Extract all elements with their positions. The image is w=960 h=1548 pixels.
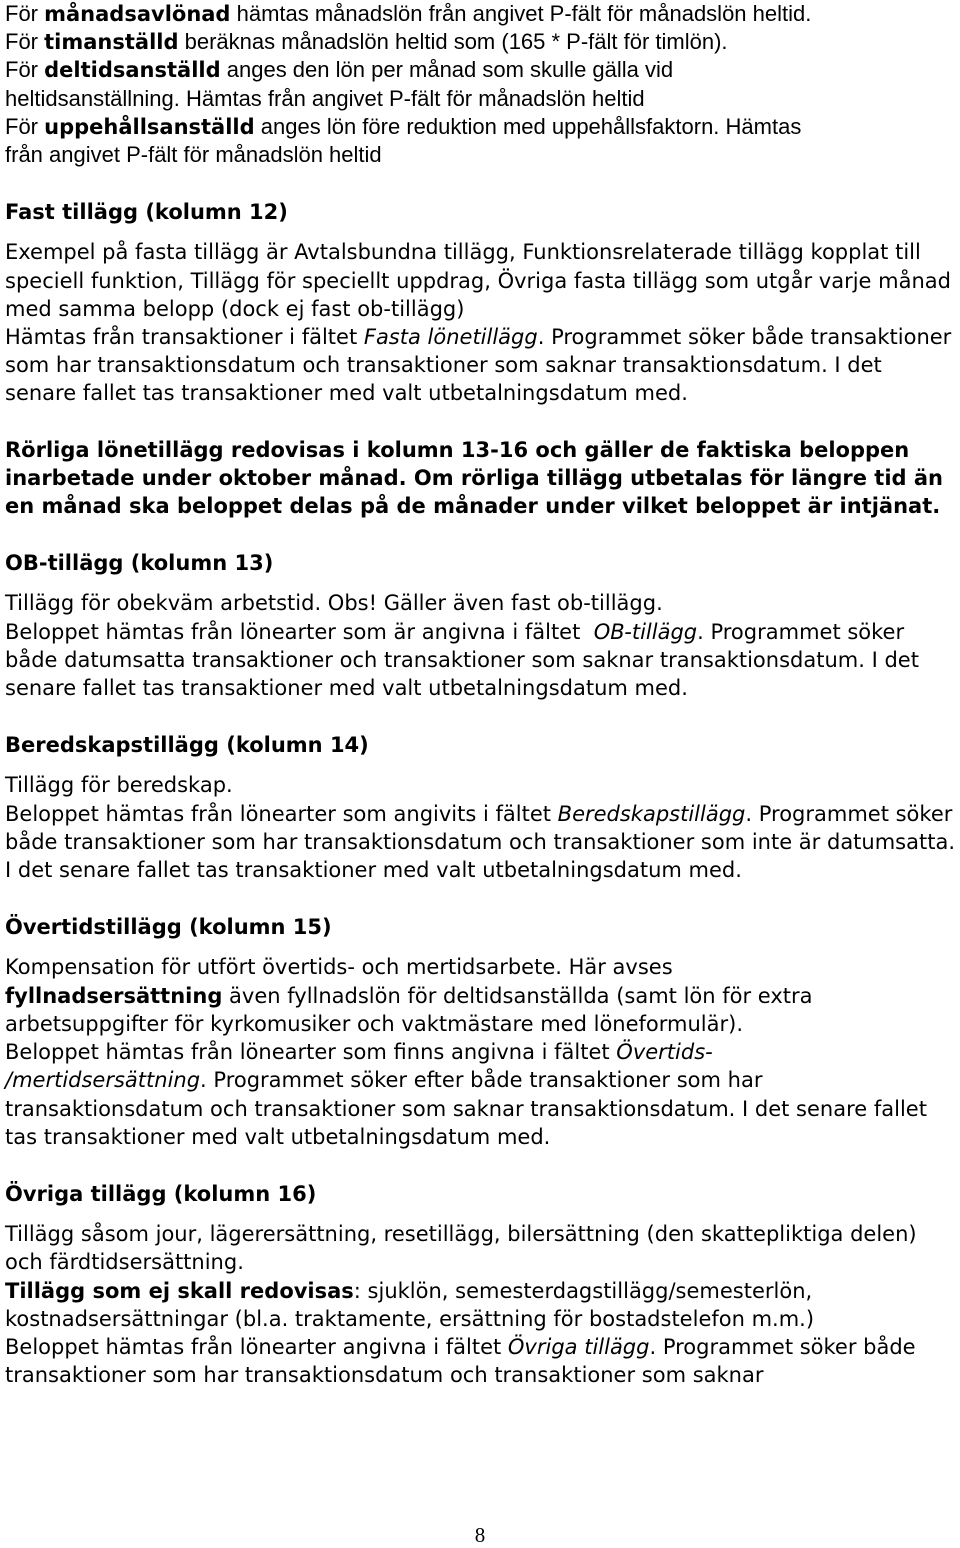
- text: : sjuklön, semesterdagstillägg/semesterlön, kostnadsersättningar (bl.a. traktamente, ersättning för bostadstelefon m.m.): [5, 1278, 815, 1331]
- paragraph: [5, 1277, 957, 1333]
- field-name: Beredskapstillägg: [557, 801, 746, 826]
- section-body-fast: [5, 238, 957, 407]
- text: även fyllnadslön för deltidsanställda (samt lön för extra arbetsuppgifter för kyrkomusiker och vaktmästare med löneformulär).: [5, 983, 813, 1036]
- paragraph: Tillägg för obekväm arbetstid. Obs! Gäller även fast ob-tillägg.: [5, 591, 663, 616]
- text: Beloppet hämtas från lönearter som finns angivna i fältet: [5, 1040, 617, 1065]
- text: . Programmet söker både transaktioner som har transaktionsdatum och transaktioner som saknar: [5, 1334, 916, 1388]
- section-body-overtid: [5, 953, 957, 1150]
- field-name: /mertidsersättning: [5, 1068, 201, 1093]
- intro-line: [5, 56, 957, 84]
- section-heading-beredskap: Beredskapstillägg (kolumn 14): [5, 733, 369, 758]
- field-name: Övriga tillägg: [507, 1334, 650, 1359]
- intro-line: från angivet P-fält för månadslön heltid: [5, 142, 382, 168]
- section-body-beredskap: [5, 771, 957, 884]
- intro-line: [5, 0, 957, 28]
- section-body-ob: [5, 589, 957, 702]
- section-body-ovriga: [5, 1220, 957, 1389]
- field-name: OB-tillägg: [593, 619, 698, 644]
- paragraph: [5, 982, 957, 1038]
- text: För: [5, 113, 45, 139]
- text: hämtas månadslön från angivet P-fält för månadslön heltid.: [230, 1, 812, 26]
- text: beräknas månadslön heltid som (165 * P-fält för timlön).: [178, 29, 728, 55]
- paragraph: [5, 800, 957, 885]
- paragraph: Exempel på fasta tillägg är Avtalsbundna tillägg, Funktionsrelaterade tillägg kopplat till speciell funktion, Tillägg för speciellt uppdrag, Övriga fasta tillägg som utgår varje månad med samma belopp (dock ej fast ob-tillägg): [5, 240, 951, 321]
- term-fyllnadsersattning: fyllnadsersättning: [5, 983, 223, 1008]
- document-page: [5, 0, 957, 1389]
- paragraph: [5, 1333, 957, 1389]
- paragraph: [5, 618, 957, 703]
- text: För: [5, 1, 45, 26]
- text: anges den lön per månad som skulle gälla vid: [220, 57, 674, 83]
- term-ej-redovisas: Tillägg som ej skall redovisas: [5, 1278, 354, 1303]
- section-heading-ob: OB-tillägg (kolumn 13): [5, 551, 274, 576]
- term-deltidsanstalld: deltidsanställd: [44, 58, 221, 83]
- text: anges lön före reduktion med uppehållsfaktorn. Hämtas: [254, 113, 802, 139]
- field-name: Övertids-: [616, 1040, 713, 1065]
- paragraph: [5, 323, 957, 408]
- text: . Programmet söker efter både transaktioner som har transaktionsdatum och transaktioner som saknar transaktionsdatum. I det senare fallet tas transaktioner med valt utbetalningsdatum med.: [5, 1068, 927, 1149]
- paragraph: Tillägg för beredskap.: [5, 773, 233, 798]
- term-manadsavlonad: månadsavlönad: [44, 2, 231, 26]
- term-uppehallsanstalld: uppehållsanställd: [44, 114, 255, 139]
- text: För: [5, 29, 45, 55]
- intro-line: heltidsanställning. Hämtas från angivet P-fält för månadslön heltid: [5, 85, 645, 111]
- paragraph: [5, 1038, 957, 1151]
- text: Beloppet hämtas från lönearter som är angivna i fältet: [5, 619, 594, 644]
- page-number: 8: [474, 1523, 486, 1547]
- section-heading-ovriga: Övriga tillägg (kolumn 16): [5, 1181, 317, 1206]
- rorliga-notice: Rörliga lönetillägg redovisas i kolumn 13-16 och gäller de faktiska beloppen inarbetade under oktober månad. Om rörliga tillägg utbetalas för längre tid än en månad ska beloppet delas på de månader under vilket beloppet är intjänat.: [5, 437, 944, 519]
- paragraph: Tillägg såsom jour, lägerersättning, resetillägg, bilersättning (den skattepliktiga delen) och färdtidsersättning.: [5, 1222, 917, 1275]
- text: . Programmet söker både transaktioner som har transaktionsdatum och transaktioner som inte är datumsatta. I det senare fallet tas transaktioner med valt utbetalningsdatum med.: [5, 801, 956, 883]
- intro-block: [5, 0, 957, 169]
- field-name: Fasta lönetillägg: [363, 325, 538, 350]
- text: Beloppet hämtas från lönearter som angivits i fältet: [5, 801, 558, 826]
- term-timanstalld: timanställd: [44, 30, 179, 55]
- section-heading-overtid: Övertidstillägg (kolumn 15): [5, 915, 332, 940]
- intro-line: [5, 28, 957, 56]
- text: . Programmet söker både datumsatta transaktioner och transaktioner som saknar transaktionsdatum. I det senare fallet tas transaktioner med valt utbetalningsdatum med.: [5, 619, 919, 701]
- text: Hämtas från transaktioner i fältet: [5, 325, 364, 350]
- section-heading-fast: Fast tillägg (kolumn 12): [5, 200, 288, 225]
- text: För: [5, 57, 45, 83]
- paragraph: Kompensation för utfört övertids- och mertidsarbete. Här avses: [5, 955, 673, 980]
- text: Beloppet hämtas från lönearter angivna i fältet: [5, 1334, 508, 1359]
- intro-line: [5, 113, 957, 141]
- text: . Programmet söker både transaktioner som har transaktionsdatum och transaktioner som saknar transaktionsdatum. I det senare fallet tas transaktioner med valt utbetalningsdatum med.: [5, 325, 952, 406]
